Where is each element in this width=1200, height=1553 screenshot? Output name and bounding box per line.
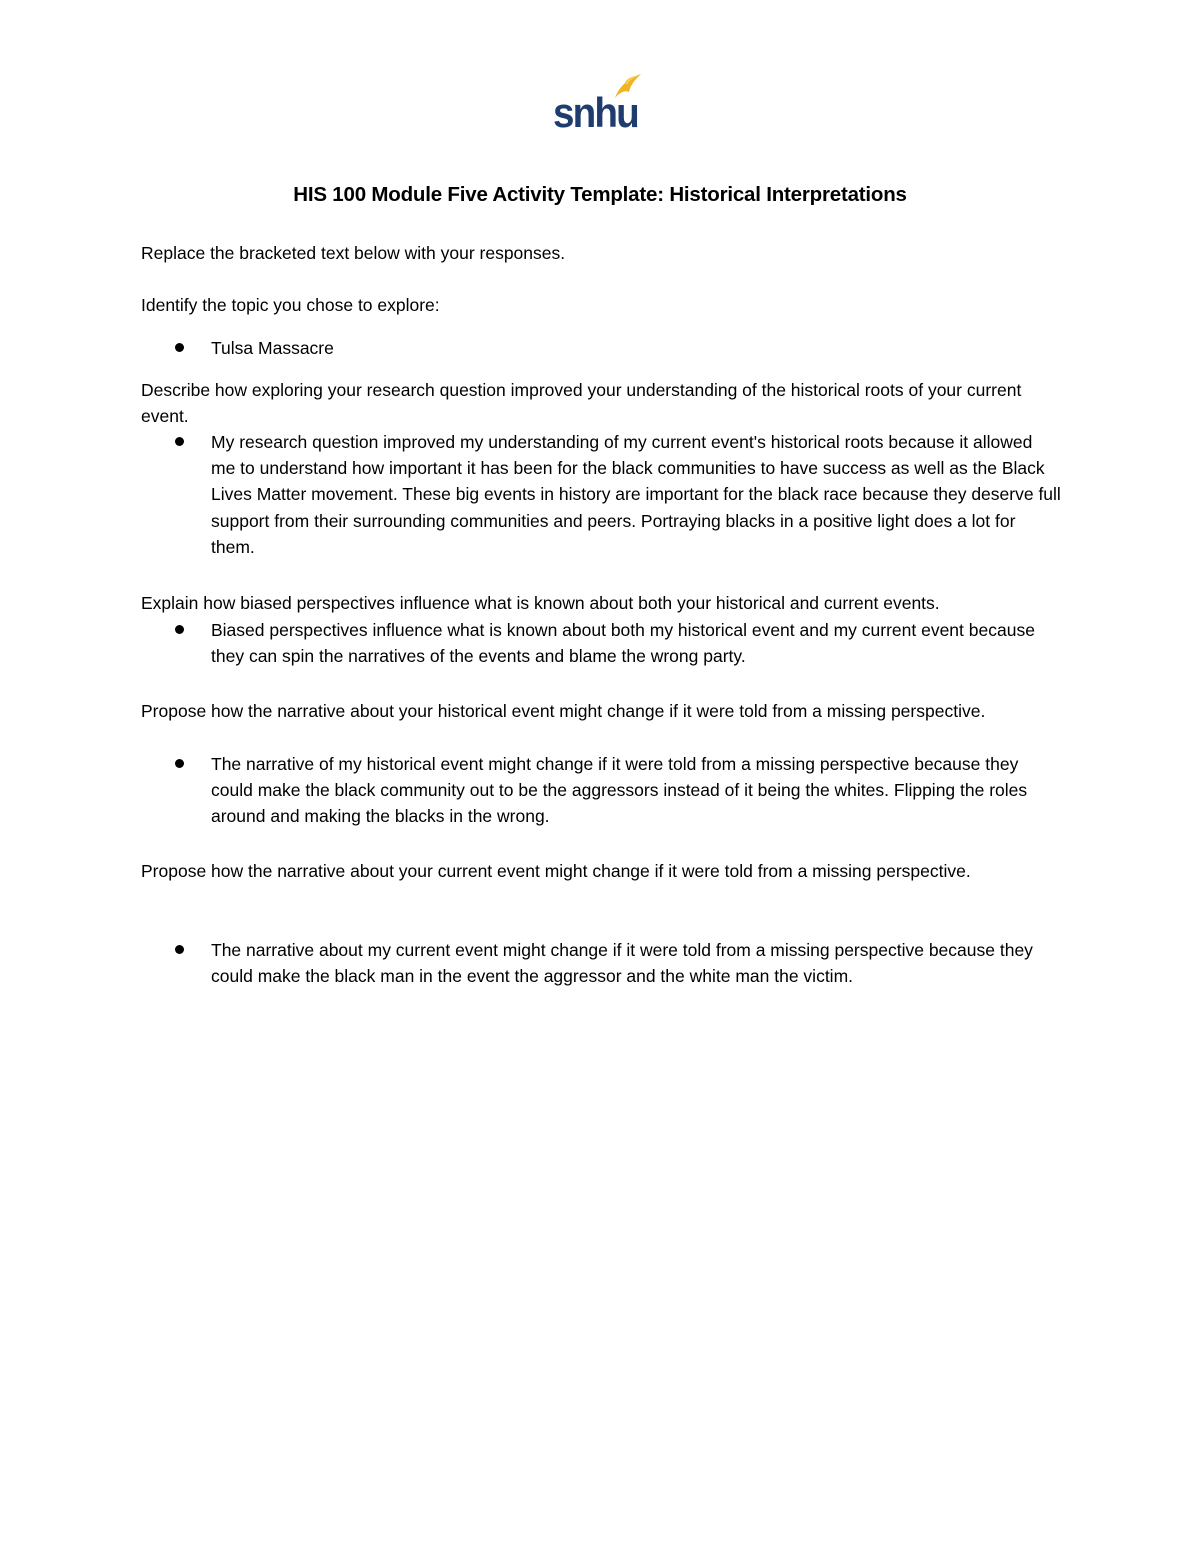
- prompt-biased-perspectives: Explain how biased perspectives influence what is known about both your historical and current events.: [141, 593, 940, 613]
- response-topic: Tulsa Massacre: [211, 338, 334, 358]
- bullet-icon: [175, 945, 184, 954]
- prompt-topic: Identify the topic you chose to explore:: [141, 295, 440, 315]
- prompt-research-roots: Describe how exploring your research question improved your understanding of the historical roots of your current event.: [141, 380, 1022, 427]
- response-research-roots: My research question improved my understanding of my current event's historical roots because it allowed me to understand how important it has been for the black communities to have success as well as the Black Lives Matter movement. These big events in history are important for the black race because they deserve full support from their surrounding communities and peers. Portraying blacks in a positive light does a lot for them.: [211, 432, 1061, 557]
- bullet-icon: [175, 437, 184, 446]
- instruction-text: Replace the bracketed text below with your responses.: [141, 243, 566, 263]
- bullet-icon: [175, 625, 184, 634]
- bullet-icon: [175, 343, 184, 352]
- logo-wordmark: snhu: [553, 89, 638, 136]
- response-biased-perspectives: Biased perspectives influence what is known about both my historical event and my current event because they can spin the narratives of the events and blame the wrong party.: [211, 620, 1035, 667]
- response-historical-narrative: The narrative of my historical event might change if it were told from a missing perspective because they could make the black community out to be the aggressors instead of it being the whites. Flipping the roles around and making the blacks in the wrong.: [211, 754, 1028, 827]
- prompt-current-narrative: Propose how the narrative about your current event might change if it were told from a missing perspective.: [141, 861, 971, 881]
- snhu-logo: [553, 72, 643, 134]
- bullet-icon: [175, 759, 184, 768]
- prompt-historical-narrative: Propose how the narrative about your historical event might change if it were told from a missing perspective.: [141, 701, 986, 721]
- page-title: HIS 100 Module Five Activity Template: Historical Interpretations: [293, 183, 907, 206]
- response-current-narrative: The narrative about my current event might change if it were told from a missing perspective because they could make the black man in the event the aggressor and the white man the victim.: [211, 940, 1033, 987]
